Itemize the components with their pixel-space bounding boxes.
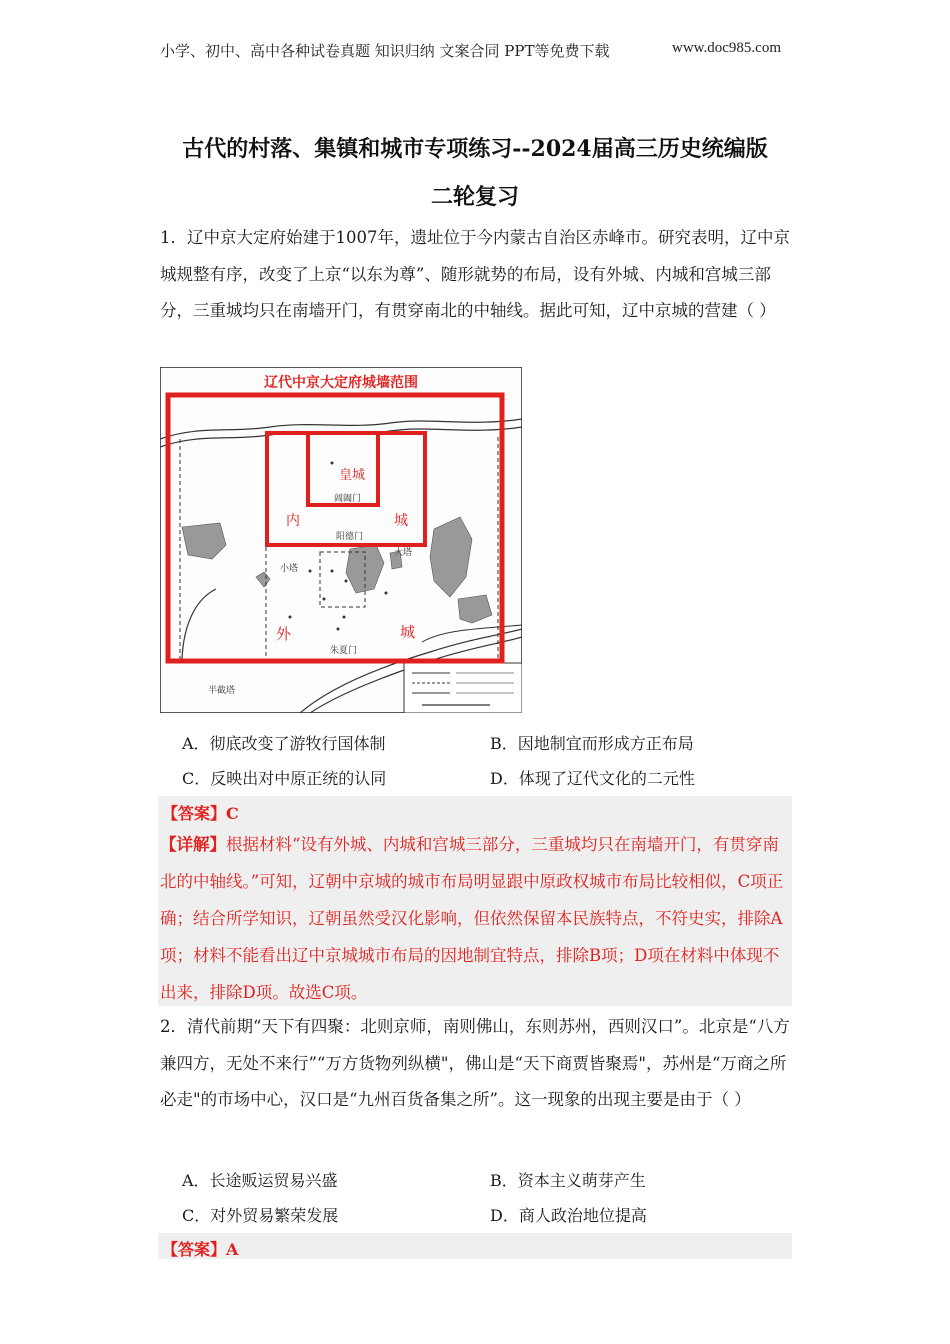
- q1-answer-label: 【答案】: [162, 804, 227, 823]
- q1-option-a[interactable]: A．彻底改变了游牧行国体制: [182, 734, 386, 753]
- q2-answer-value: A: [226, 1240, 239, 1259]
- q2-option-b[interactable]: B．资本主义萌芽产生: [490, 1171, 646, 1190]
- label-changhe-gate: 阊阖门: [334, 494, 362, 504]
- q2-answer-box: [158, 1233, 792, 1259]
- q1-answer: [162, 801, 239, 824]
- q2-answer-label: 【答案】: [162, 1240, 227, 1259]
- q2-answer: [162, 1237, 238, 1260]
- header-text: 小学、初中、高中各种试卷真题 知识归纳 文案合同 PPT等免费下载: [160, 42, 610, 60]
- q1-explanation: [160, 826, 790, 1011]
- label-neicheng-left: 内: [286, 513, 300, 529]
- q2-option-c[interactable]: C．对外贸易繁荣发展: [182, 1206, 339, 1225]
- q1-option-c[interactable]: C．反映出对中原正统的认同: [182, 769, 387, 788]
- q1-option-d[interactable]: D．体现了辽代文化的二元性: [490, 769, 695, 788]
- question-1-stem: 1．辽中京大定府始建于1007年，遗址位于今内蒙古自治区赤峰市。研究表明，辽中京城规整有序，改变了上京“以东为尊”、随形就势的布局，设有外城、内城和宫城三部分，三重城均只在南墙开门，有贯穿南北的中轴线。据此可知，辽中京城的营建（ ）: [160, 228, 790, 320]
- label-neicheng-right: 城: [394, 513, 408, 529]
- label-zhuxia-gate: 朱夏门: [330, 646, 358, 656]
- label-waicheng-right: 城: [400, 623, 416, 641]
- label-huangcheng: 皇城: [339, 468, 366, 483]
- document-title-line2: 二轮复习: [430, 184, 519, 210]
- q2-option-a[interactable]: A．长途贩运贸易兴盛: [182, 1171, 338, 1190]
- header-site[interactable]: www.doc985.com: [672, 40, 782, 56]
- liao-zhongjing-map: [160, 367, 522, 713]
- map-figure: [160, 367, 522, 713]
- q1-detail-label: 【详解】: [160, 835, 226, 854]
- q1-answer-value: C: [226, 804, 239, 823]
- page-header: [0, 38, 950, 64]
- document-title-line1: 古代的村落、集镇和城市专项练习--2024届高三历史统编版: [182, 136, 768, 162]
- label-small-pagoda: 小塔: [280, 564, 299, 574]
- q2-option-d[interactable]: D．商人政治地位提高: [490, 1206, 647, 1225]
- q1-detail-text: 根据材料“设有外城、内城和宫城三部分，三重城均只在南墙开门，有贯穿南北的中轴线。”可知，辽朝中京城的城市布局明显跟中原政权城市布局比较相似，C项正确；结合所学知识，辽朝虽然受汉化影响，但依然保留本民族特点，不符史实，排除A项；材料不能看出辽中京城城市布局的因地制宜特点，排除B项；D项在材料中体现不出来，排除D项。故选C项。: [160, 835, 784, 1002]
- q1-option-b[interactable]: B．因地制宜而形成方正布局: [490, 734, 694, 753]
- label-waicheng-left: 外: [276, 625, 292, 643]
- label-half-pagoda: 半截塔: [208, 686, 236, 696]
- label-big-pagoda: 大塔: [394, 548, 413, 558]
- question-2-stem: 2．清代前期“天下有四聚：北则京师，南则佛山，东则苏州，西则汉口”。北京是“八方兼四方，无处不来行”“万方货物列纵横"，佛山是“天下商贾皆聚焉"，苏州是“万商之所必走"的市场中心，汉口是“九州百货备集之所”。这一现象的出现主要是由于（ ）: [160, 1017, 790, 1109]
- label-yangde-gate: 阳德门: [336, 532, 364, 542]
- map-title: 辽代中京大定府城墙范围: [264, 375, 418, 391]
